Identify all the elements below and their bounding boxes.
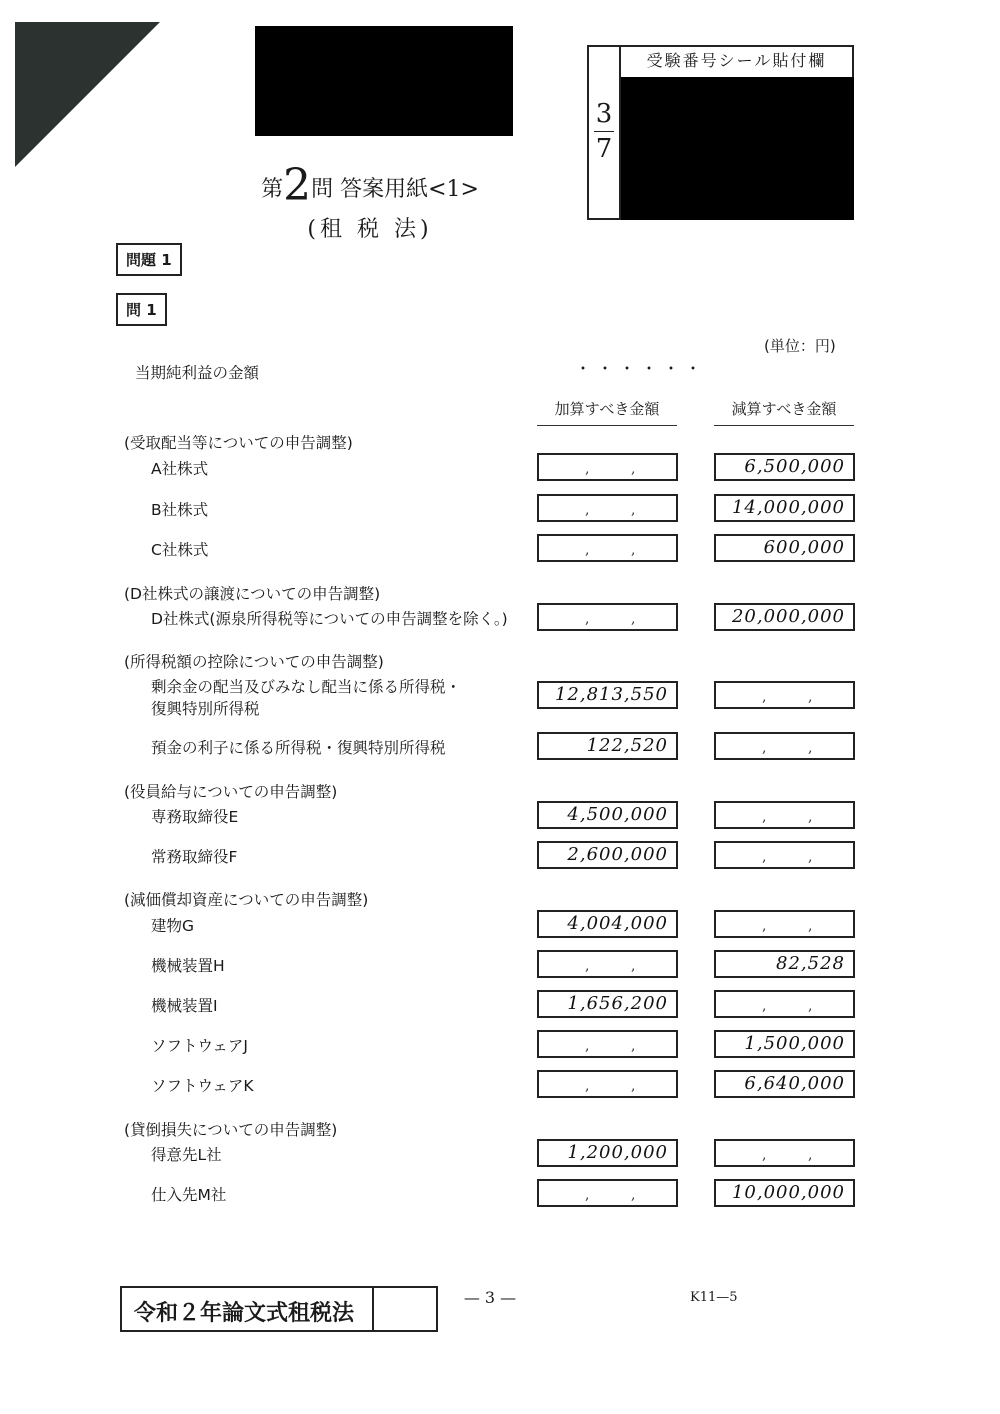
comma-guide: , — [808, 849, 813, 865]
redacted-seal — [621, 77, 854, 220]
column-header-subtract: 減算すべき金額 — [714, 398, 854, 426]
comma-guide: , — [631, 1187, 636, 1203]
subtract-amount-field-value: 14,000,000 — [731, 497, 845, 518]
tag-toi: 問 1 — [116, 293, 167, 326]
seal-label: 受験番号シール貼付欄 — [646, 51, 827, 70]
add-amount-field[interactable] — [537, 494, 678, 522]
page-subtitle: (租 税 法) — [307, 217, 433, 242]
comma-guide: , — [808, 918, 813, 934]
add-amount-field[interactable] — [537, 1139, 678, 1167]
comma-guide: , — [762, 998, 767, 1014]
add-amount-field[interactable] — [537, 801, 678, 829]
add-amount-field[interactable] — [537, 1030, 678, 1058]
comma-guide: , — [762, 849, 767, 865]
section-heading: (役員給与についての申告調整) — [124, 783, 338, 801]
subtract-amount-field[interactable] — [714, 534, 855, 562]
row-label: 剰余金の配当及びみなし配当に係る所得税・ — [151, 678, 462, 696]
comma-guide: , — [762, 740, 767, 756]
footer-separator — [372, 1288, 374, 1330]
unit-label: (単位：円) — [764, 337, 836, 355]
page-fraction — [589, 98, 619, 165]
comma-guide: , — [585, 958, 590, 974]
row-label-continued: 復興特別所得税 — [151, 700, 260, 718]
row-label: ソフトウェアK — [151, 1077, 254, 1095]
section-heading: (受取配当等についての申告調整) — [124, 434, 353, 452]
comma-guide: , — [808, 689, 813, 705]
registration-corner-mark — [15, 22, 160, 167]
add-amount-field[interactable] — [537, 950, 678, 978]
subtract-amount-field-value: 20,000,000 — [731, 606, 845, 627]
add-amount-field[interactable] — [537, 453, 678, 481]
row-label: 専務取締役E — [151, 808, 239, 826]
add-amount-field[interactable] — [537, 732, 678, 760]
add-amount-field[interactable] — [537, 1070, 678, 1098]
title-number: 2 — [283, 160, 312, 211]
title-suffix: 問 答案用紙<1> — [311, 177, 479, 202]
subtract-amount-field[interactable] — [714, 603, 855, 631]
row-label: 機械装置H — [151, 957, 225, 975]
row-label: 得意先L社 — [151, 1146, 222, 1164]
add-amount-field-value: 4,004,000 — [567, 913, 668, 934]
fraction-top: 3 — [595, 99, 613, 129]
comma-guide: , — [585, 542, 590, 558]
comma-guide: , — [631, 502, 636, 518]
subtract-amount-field[interactable] — [714, 1179, 855, 1207]
add-amount-field[interactable] — [537, 910, 678, 938]
footer-exam-box — [120, 1286, 438, 1332]
add-amount-field[interactable] — [537, 681, 678, 709]
comma-guide: , — [631, 611, 636, 627]
subtract-amount-field-value: 1,500,000 — [744, 1033, 845, 1054]
comma-guide: , — [808, 740, 813, 756]
comma-guide: , — [808, 1147, 813, 1163]
comma-guide: , — [762, 918, 767, 934]
comma-guide: , — [631, 1038, 636, 1054]
comma-guide: , — [585, 1187, 590, 1203]
subtract-amount-field[interactable] — [714, 1070, 855, 1098]
comma-guide: , — [762, 809, 767, 825]
section-heading: (所得税額の控除についての申告調整) — [124, 653, 384, 671]
add-amount-field-value: 122,520 — [586, 735, 668, 756]
subtract-amount-field-value: 10,000,000 — [731, 1182, 845, 1203]
subtract-amount-field[interactable] — [714, 681, 855, 709]
page-title — [200, 160, 540, 211]
subtract-amount-field-value: 6,500,000 — [744, 456, 845, 477]
subtract-amount-field-value: 82,528 — [776, 953, 845, 974]
add-amount-field[interactable] — [537, 990, 678, 1018]
comma-guide: , — [585, 1038, 590, 1054]
comma-guide: , — [808, 998, 813, 1014]
redacted-block — [255, 26, 513, 136]
comma-guide: , — [631, 958, 636, 974]
comma-guide: , — [631, 542, 636, 558]
row-label: B社株式 — [151, 501, 209, 519]
section-heading: (減価償却資産についての申告調整) — [124, 891, 369, 909]
section-heading: (貸倒損失についての申告調整) — [124, 1121, 338, 1139]
subtract-amount-field[interactable] — [714, 494, 855, 522]
add-amount-field[interactable] — [537, 534, 678, 562]
comma-guide: , — [585, 1078, 590, 1094]
comma-guide: , — [808, 809, 813, 825]
net-income-label: 当期純利益の金額 — [135, 364, 260, 382]
comma-guide: , — [762, 1147, 767, 1163]
add-amount-field-value: 4,500,000 — [567, 804, 668, 825]
subtract-amount-field[interactable] — [714, 453, 855, 481]
subtract-amount-field[interactable] — [714, 801, 855, 829]
add-amount-field-value: 2,600,000 — [567, 844, 668, 865]
row-label: ソフトウェアJ — [151, 1037, 248, 1055]
add-amount-field-value: 1,200,000 — [567, 1142, 668, 1163]
add-amount-field[interactable] — [537, 841, 678, 869]
subtract-amount-field[interactable] — [714, 732, 855, 760]
subtract-amount-field[interactable] — [714, 990, 855, 1018]
add-amount-field[interactable] — [537, 1179, 678, 1207]
comma-guide: , — [631, 461, 636, 477]
comma-guide: , — [762, 689, 767, 705]
subtract-amount-field[interactable] — [714, 841, 855, 869]
fraction-bottom: 7 — [595, 134, 613, 164]
comma-guide: , — [585, 611, 590, 627]
comma-guide: , — [631, 1078, 636, 1094]
subtract-amount-field-value: 600,000 — [763, 537, 845, 558]
column-header-add: 加算すべき金額 — [537, 398, 677, 426]
row-label: D社株式(源泉所得税等についての申告調整を除く。) — [151, 610, 508, 628]
subtract-amount-field[interactable] — [714, 1030, 855, 1058]
fraction-line — [594, 131, 614, 132]
subtract-amount-field-value: 6,640,000 — [744, 1073, 845, 1094]
row-label: C社株式 — [151, 541, 209, 559]
add-amount-field-value: 12,813,550 — [554, 684, 668, 705]
add-amount-field[interactable] — [537, 603, 678, 631]
net-income-dots: ・・・・・・ — [575, 359, 708, 378]
subtract-amount-field[interactable] — [714, 950, 855, 978]
add-amount-field-value: 1,656,200 — [567, 993, 668, 1014]
document-code: K11—5 — [690, 1290, 738, 1305]
row-label: 預金の利子に係る所得税・復興特別所得税 — [151, 739, 446, 757]
row-label: 仕入先M社 — [151, 1186, 227, 1204]
footer-exam-title: 令和２年論文式租税法 — [134, 1301, 355, 1326]
row-label: 建物G — [151, 917, 195, 935]
tag-mondai: 問題 1 — [116, 243, 182, 276]
row-label: 常務取締役F — [151, 848, 238, 866]
comma-guide: , — [585, 461, 590, 477]
row-label: 機械装置I — [151, 997, 218, 1015]
row-label: A社株式 — [151, 460, 209, 478]
section-heading: (D社株式の譲渡についての申告調整) — [124, 585, 381, 603]
title-prefix: 第 — [261, 177, 284, 202]
comma-guide: , — [585, 502, 590, 518]
subtract-amount-field[interactable] — [714, 910, 855, 938]
page-number: — 3 — — [463, 1288, 517, 1307]
subtract-amount-field[interactable] — [714, 1139, 855, 1167]
